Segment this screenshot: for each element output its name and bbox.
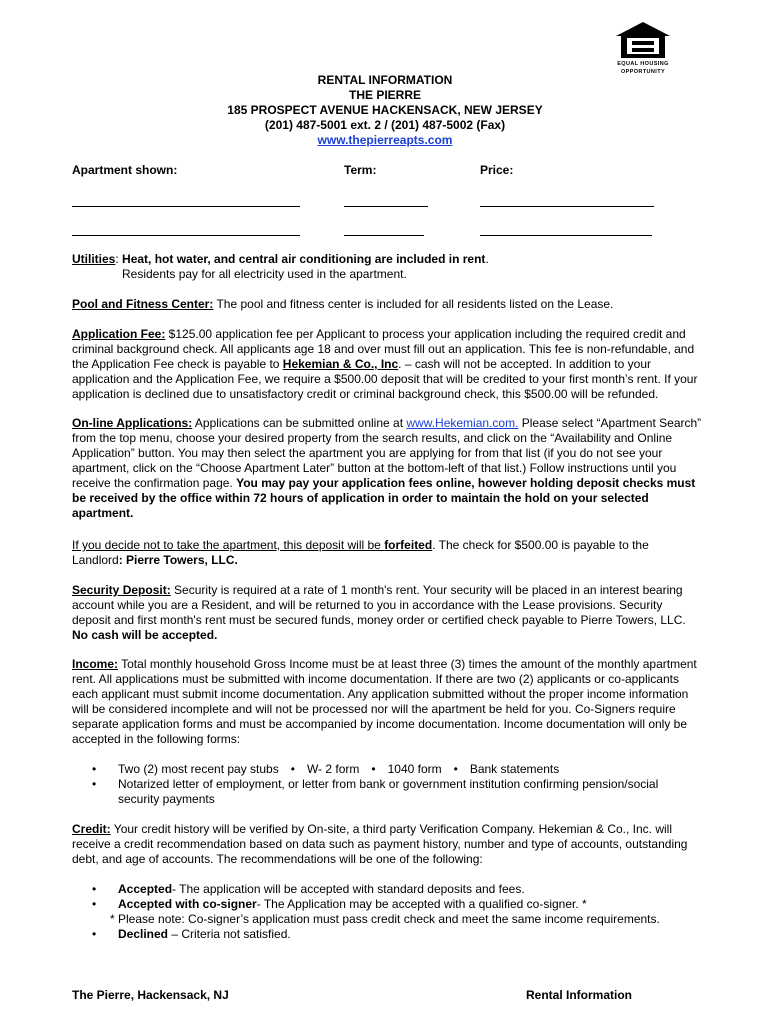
credit-outcomes-list [72, 882, 702, 912]
property-name: THE PIERRE [348, 88, 421, 102]
fee-payee: Hekemian & Co., Inc [282, 357, 399, 371]
price-blank-2[interactable] [480, 235, 652, 236]
credit-heading: Credit: [72, 822, 111, 836]
utilities-included: Heat, hot water, and central air conditioning are included in rent [122, 252, 486, 266]
price-blank-1[interactable] [480, 206, 654, 207]
income-heading: Income: [72, 657, 119, 671]
property-address: 185 PROSPECT AVENUE HACKENSACK, NEW JERSEY [227, 103, 543, 117]
hekemian-link[interactable]: www.Hekemian.com. [406, 416, 519, 430]
list-item: • Declined – Criteria not satisfied. [72, 927, 702, 942]
footer-right: Rental Information [526, 988, 633, 1002]
online-heading: On-line Applications: [72, 416, 193, 430]
security-heading: Security Deposit: [72, 583, 171, 597]
term-blank-1[interactable] [344, 206, 428, 207]
equal-housing-logo [612, 21, 674, 75]
pool-section [72, 297, 702, 312]
footer-left: The Pierre, Hackensack, NJ [72, 988, 229, 1002]
application-fee-heading: Application Fee: [72, 327, 166, 341]
cosigner-note: * Please note: Co-signer’s application must pass credit check and meet the same income requirements. [110, 912, 660, 926]
income-forms-list [72, 762, 702, 807]
landlord-name: : Pierre Towers, LLC. [118, 553, 238, 567]
utilities-heading: Utilities [72, 252, 116, 266]
term-label: Term: [344, 163, 377, 177]
apartment-blank-1[interactable] [72, 206, 300, 207]
forfeit-section: If you decide not to take the apartment, this deposit will be forfeited. The check for $500.00 is payable to the Landlord: Pierre Towers, LLC. [72, 538, 649, 567]
equal-housing-house-icon [614, 21, 672, 59]
security-deposit-section: Security Deposit: Security is required at a rate of 1 month's rent. Your security will be placed in an interest bearing account while you are a Resident, and will be returned to you in accordance with the Lease provisions. Security deposit and first month's rent must be secured funds, money order or certified check payable to Pierre Towers, LLC. No cash will be accepted. [72, 583, 686, 642]
eho-line1: EQUAL HOUSING [617, 61, 669, 67]
pool-heading: Pool and Fitness Center: [72, 297, 214, 311]
pool-text: The pool and fitness center is included for all residents listed on the Lease. [213, 297, 614, 311]
apartment-shown-label: Apartment shown: [72, 163, 178, 177]
apartment-blank-2[interactable] [72, 235, 300, 236]
utilities-electricity: Residents pay for all electricity used in the apartment. [122, 267, 407, 281]
list-item: • Accepted- The application will be accepted with standard deposits and fees. [72, 882, 702, 897]
document-title: RENTAL INFORMATION [317, 73, 453, 87]
document-header [0, 73, 770, 148]
eho-line2: OPPORTUNITY [620, 69, 666, 75]
no-cash-notice: No cash will be accepted. [72, 628, 218, 642]
forfeited-word: forfeited [384, 538, 433, 552]
online-deposit-notice: You may pay your application fees online, however holding deposit checks must be received by the office within 72 hours of application in order to maintain the hold on your selected apartment. [72, 476, 696, 520]
list-item: • Notarized letter of employment, or letter from bank or government institution confirming pension/social security payments [72, 777, 702, 807]
property-phone: (201) 487-5001 ext. 2 / (201) 487-5002 (Fax) [264, 118, 506, 132]
credit-declined-list [72, 927, 702, 942]
application-fee-section: Application Fee: $125.00 application fee per Applicant to process your application including the required credit and criminal background check. All applicants age 18 and over must fill out an application. This fee is non-refundable, and the Application Fee check is payable to Hekemian & Co., Inc. – cash will not be accepted. In addition to your application and the Application Fee, we require a $500.00 deposit that will be credited to your first month’s rent. If your application is declined due to unsatisfactory credit or criminal background check, this $500.00 will be refunded. [72, 327, 698, 401]
list-item: • Two (2) most recent pay stubs • W- 2 form • 1040 form • Bank statements [72, 762, 702, 777]
online-applications-section: On-line Applications: Applications can be submitted online at www.Hekemian.com. Please select “Apartment Search” from the top menu, choose your desired property from the search results, and click on the “Availability and Online Application” button. You may then select the apartment you are applying for from that list (if you do not see your apartment, click on the “Choose Apartment Later” button at the bottom-left of that list.) Follow instructions until you receive the confirmation page. You may pay your application fees online, however holding deposit checks must be received by the office within 72 hours of application in order to maintain the hold on your selected apartment. [72, 416, 702, 520]
term-blank-2[interactable] [344, 235, 424, 236]
income-section: Income: Total monthly household Gross Income must be at least three (3) times the amount of the monthly apartment rent. All applications must be submitted with income documentation. If there are two (2) applicants or co-applicants each applicant must submit income documentation. Any application submitted without the proper income information will be considered incomplete and will not be processed nor will the apartment be held for you. Co-Signers require separate application forms and must be accompanied by income documentation. Income documentation will only be accepted in the following forms: • Two (2) most recent pay stubs • W- 2 form • 1040 form • Bank statements • Notarized letter of employment, or letter from bank or government institution confirming pension/social security payments [72, 657, 702, 807]
utilities-section: Utilities: Heat, hot water, and central air conditioning are included in rent. Residents pay for all electricity used in the apartment. [72, 252, 702, 282]
list-item: • Accepted with co-signer- The Application may be accepted with a qualified co-signer. * [72, 897, 702, 912]
price-label: Price: [480, 163, 514, 177]
website-link[interactable]: www.thepierreapts.com [317, 133, 453, 147]
credit-section: Credit: Your credit history will be verified by On-site, a third party Verification Company. Hekemian & Co., Inc. will receive a credit recommendation based on data such as payment history, number and type of accounts, outstanding debt, and age of accounts. The recommendations will be one of the following: • Accepted- The application will be accepted with standard deposits and fees. • Accepted with co-signer- The Application may be accepted with a qualified co-signer. * * Please note: Co-signer’s application must pass credit check and meet the same income requirements. • Declined – Criteria not satisfied. [72, 822, 702, 942]
